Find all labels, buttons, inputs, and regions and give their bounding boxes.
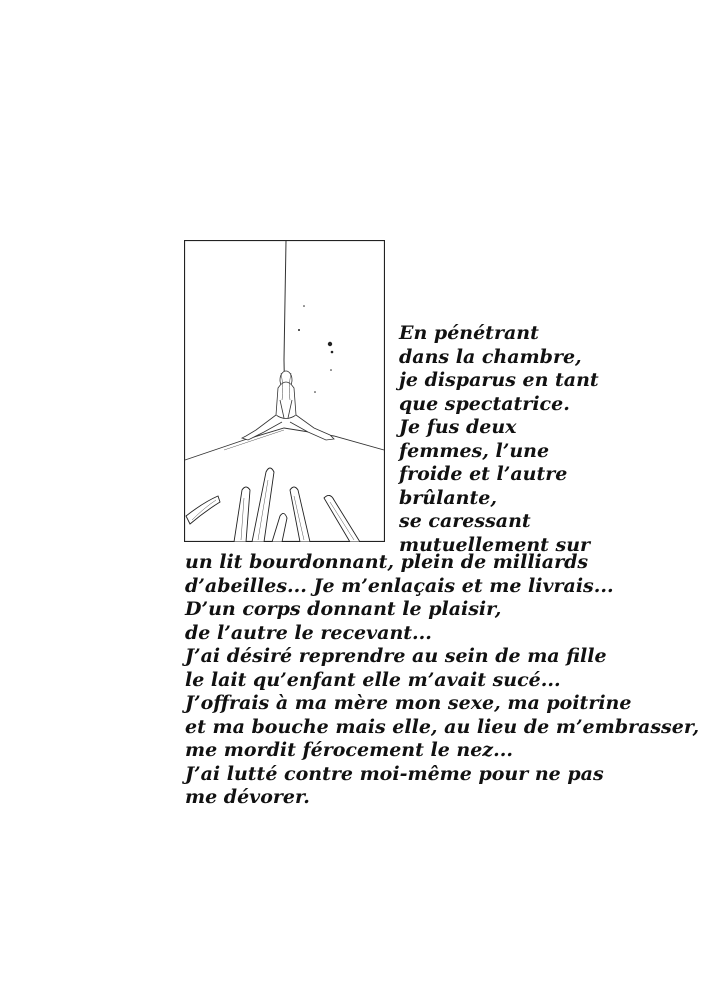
poem-line: que spectatrice. [399, 392, 570, 415]
poem-line: me mordit férocement le nez... [185, 739, 513, 761]
poem-line: de l’autre le recevant... [185, 621, 432, 644]
poem-line: un lit bourdonnant, plein de milliards [185, 551, 589, 573]
poem-line: femmes, l’une [399, 439, 550, 462]
drawing-woman-in-room [184, 240, 385, 542]
poem-line: Je fus deux [399, 416, 517, 438]
poem-line: froide et l’autre [399, 463, 568, 485]
poem-line: le lait qu’enfant elle m’avait sucé... [185, 668, 561, 691]
poem-line: D’un corps donnant le plaisir, [185, 598, 502, 620]
poem-line: brûlante, [399, 486, 497, 509]
poem-line: me dévorer. [185, 786, 310, 808]
poem-line: dans la chambre, [399, 345, 582, 368]
poem-line: je disparus en tant [399, 369, 599, 391]
poem-line: d’abeilles... Je m’enlaçais et me livrais... [185, 574, 614, 597]
poem-line: se caressant [399, 510, 531, 532]
poem-line: et ma bouche mais elle, au lieu de m’embrasser, [185, 715, 700, 738]
poem-bottom-block [185, 551, 705, 810]
poem-line: J’ai désiré reprendre au sein de ma fille [185, 645, 607, 667]
poem-line: En pénétrant [399, 322, 539, 344]
poem-line: J’offrais à ma mère mon sexe, ma poitrine [185, 692, 632, 714]
poem-side-column [399, 322, 699, 557]
illustration-panel [184, 240, 385, 542]
poem-line: mutuellement sur [399, 533, 591, 556]
poem-line: J’ai lutté contre moi-même pour ne pas [185, 762, 604, 785]
